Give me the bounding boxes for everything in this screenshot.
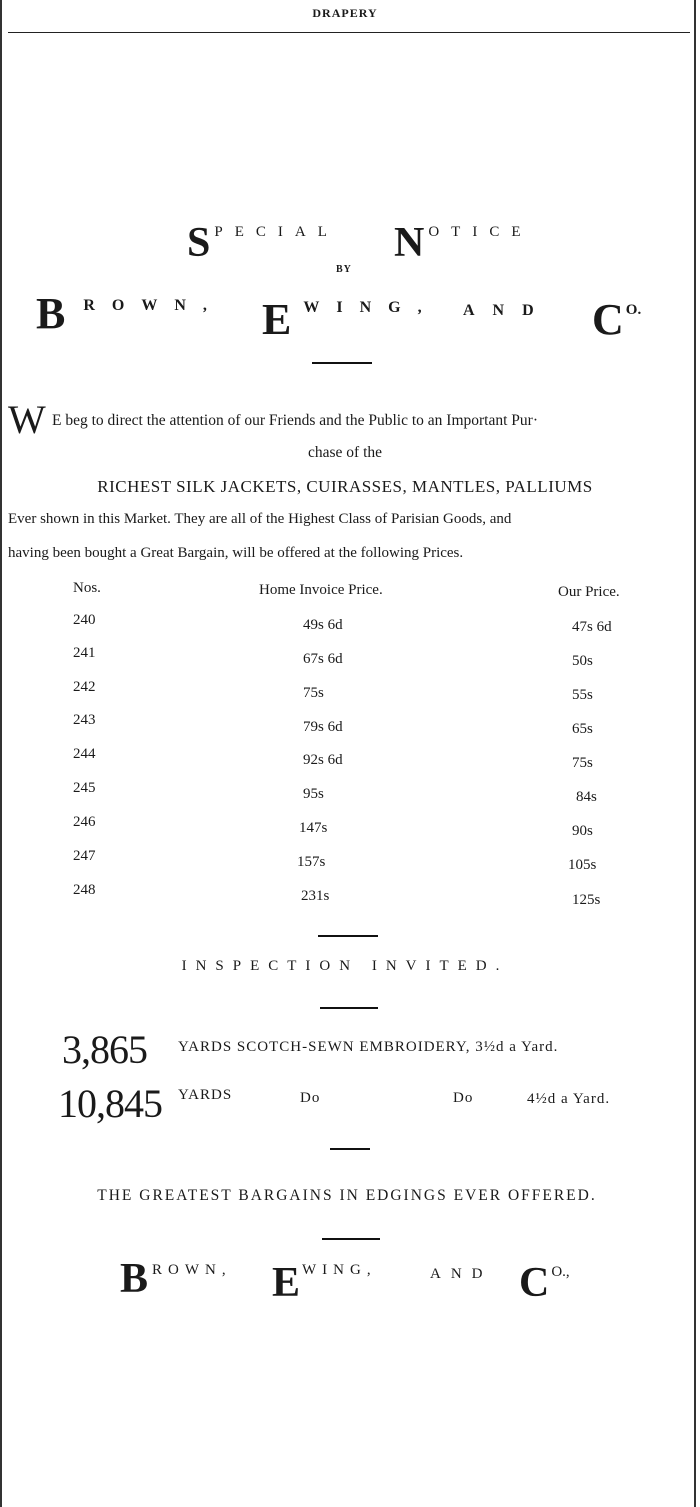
- title-notice: [394, 222, 533, 264]
- firm-ewing-initial: E: [262, 295, 292, 344]
- title-notice-rest: OTICE: [428, 224, 533, 240]
- intro-line-4: Ever shown in this Market. They are all of the Highest Class of Parisian Goods, and: [8, 511, 512, 527]
- firm-co-rest: O.: [625, 302, 642, 318]
- row-no: 242: [73, 679, 96, 695]
- intro-line-2: chase of the: [307, 444, 383, 461]
- row-our-price: 50s: [572, 653, 593, 669]
- firm-co: [592, 295, 642, 344]
- head-rule: [8, 32, 690, 33]
- embroidery-do-1: Do: [300, 1090, 321, 1106]
- row-home-price: 67s 6d: [303, 651, 343, 667]
- firm-ewing-rest: WING,: [303, 299, 439, 316]
- bargains-notice: THE GREATEST BARGAINS IN EDGINGS EVER OFFERED.: [97, 1187, 597, 1204]
- firm-brown-rest: ROWN,: [83, 297, 224, 314]
- row-no: 245: [73, 780, 96, 796]
- embroidery-line-1: YARDS SCOTCH-SEWN EMBROIDERY, 3½d a Yard.: [178, 1039, 559, 1055]
- footer-co-initial: C: [519, 1260, 550, 1306]
- row-home-price: 231s: [301, 888, 330, 904]
- row-no: 246: [73, 814, 96, 830]
- row-home-price: 95s: [303, 786, 324, 802]
- row-home-price: 157s: [297, 854, 326, 870]
- rule-3: [320, 1007, 378, 1009]
- row-our-price: 105s: [568, 857, 597, 873]
- row-our-price: 75s: [572, 755, 593, 771]
- table-header-nos: Nos.: [73, 580, 101, 596]
- row-our-price: 90s: [572, 823, 593, 839]
- row-no: 247: [73, 848, 96, 864]
- intro-line-1: E beg to direct the attention of our Friends and the Public to an Important Pur·: [52, 412, 538, 429]
- rule-1: [312, 362, 372, 364]
- firm-co-initial: C: [592, 295, 624, 344]
- firm-brown: [36, 289, 224, 338]
- embroidery-qty-2: 10,845: [58, 1081, 162, 1126]
- row-no: 241: [73, 645, 96, 661]
- row-home-price: 79s 6d: [303, 719, 343, 735]
- embroidery-yards-2: YARDS: [178, 1087, 233, 1103]
- row-home-price: 147s: [299, 820, 328, 836]
- footer-brown-initial: B: [120, 1256, 149, 1302]
- footer-ewing-initial: E: [272, 1260, 301, 1306]
- row-home-price: 49s 6d: [303, 617, 343, 633]
- footer-ewing-rest: WING,: [302, 1262, 377, 1278]
- row-home-price: 92s 6d: [303, 752, 343, 768]
- footer-and: AND: [430, 1266, 493, 1282]
- footer-co-rest: O.,: [551, 1264, 570, 1280]
- row-our-price: 125s: [572, 892, 601, 908]
- title-by: BY: [336, 264, 352, 275]
- row-our-price: 65s: [572, 721, 593, 737]
- title-special-rest: PECIAL: [214, 224, 339, 240]
- row-our-price: 84s: [576, 789, 597, 805]
- title-notice-initial: N: [394, 220, 425, 266]
- firm-and: AND: [463, 302, 552, 319]
- firm-ewing: [262, 295, 439, 344]
- rule-5: [322, 1238, 380, 1240]
- row-home-price: 75s: [303, 685, 324, 701]
- intro-line-3: RICHEST SILK JACKETS, CUIRASSES, MANTLES, PALLIUMS: [97, 477, 593, 496]
- footer-brown-rest: ROWN,: [152, 1262, 232, 1278]
- rule-2: [318, 935, 378, 937]
- row-our-price: 47s 6d: [572, 619, 612, 635]
- embroidery-price-2: 4½d a Yard.: [527, 1091, 611, 1107]
- row-no: 243: [73, 712, 96, 728]
- footer-brown: [120, 1258, 232, 1300]
- firm-brown-initial: B: [36, 289, 66, 338]
- footer-co: [519, 1262, 570, 1304]
- row-no: 248: [73, 882, 96, 898]
- intro-line-5: having been bought a Great Bargain, will be offered at the following Prices.: [8, 545, 464, 561]
- row-no: 240: [73, 612, 96, 628]
- running-head: DRAPERY: [312, 6, 378, 20]
- rule-4: [330, 1148, 370, 1150]
- row-our-price: 55s: [572, 687, 593, 703]
- title-special-initial: S: [187, 220, 211, 266]
- embroidery-qty-1: 3,865: [62, 1027, 147, 1072]
- embroidery-do-2: Do: [453, 1090, 474, 1106]
- footer-ewing: [272, 1262, 377, 1304]
- table-header-home-price: Home Invoice Price.: [259, 582, 383, 598]
- page-border-left: [0, 0, 2, 1507]
- table-header-our-price: Our Price.: [558, 584, 620, 600]
- row-no: 244: [73, 746, 96, 762]
- inspection-invited: INSPECTION INVITED.: [181, 958, 509, 974]
- page-border-right: [694, 0, 696, 1507]
- intro-drop-cap: W: [8, 397, 46, 442]
- title-special: [187, 222, 339, 264]
